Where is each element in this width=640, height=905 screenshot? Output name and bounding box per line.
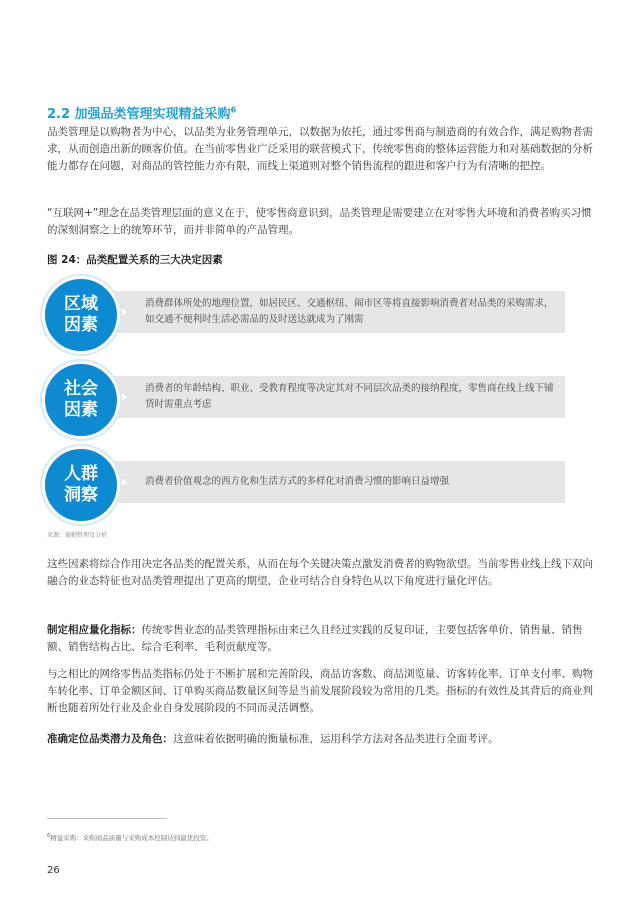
factor-label: 区域因素 <box>64 294 98 335</box>
factor-label: 社会因素 <box>64 379 98 420</box>
footnote <box>47 833 213 842</box>
paragraph-lead: 制定相应量化指标： <box>47 624 142 636</box>
footnote-mark: 6 <box>47 833 51 839</box>
paragraph-6 <box>47 731 595 748</box>
paragraph-2: “互联网+”理念在品类管理层面的意义在于，使零售商意识到，品类管理是需要建立在对零售大环境和消费者购买习惯的深刻洞察之上的统筹环节，而并非简单的产品管理。 <box>47 207 592 236</box>
page-number: 26 <box>47 865 60 876</box>
factor-description: 消费群体所处的地理位置，如居民区、交通枢纽、闹市区等将直接影响消费者对品类的采购需求，如交通不便利时生活必需品的及时送达就成为了刚需 <box>145 298 554 325</box>
footnote-ref[interactable]: 6 <box>230 105 237 115</box>
paragraph-1: 品类管理是以购物者为中心，以品类为业务管理单元，以数据为依托，通过零售商与制造商的有效合作，满足购物者需求，从而创造出新的顾客价值。在当前零售业广泛采用的联营模式下，传统零售商的整体运营能力和对基础数据的分析能力都存在问题，对商品的管控能力亦有限，而线上渠道则对整个销售流程的跟进和客户行为有清晰的把控。 <box>47 126 593 172</box>
section-heading <box>47 103 236 122</box>
paragraph-body: 传统零售业态的品类管理指标由来已久且经过实践的反复印证，主要包括客单价、销售量、销售额、销售结构占比、综合毛利率、毛利贡献度等。 <box>47 624 583 653</box>
paragraph-5: 与之相比的网络零售品类指标仍处于不断扩展和完善阶段，商品访客数、商品浏览量、访客转化率、订单支付率、购物车转化率、订单金额区间、订单购买商品数量区间等是当前发展阶段较为常用的几类。指标的有效性及其背后的商业判断也随着所处行业及企业自身发展阶段的不同而灵活调整。 <box>47 668 593 714</box>
paragraph-4 <box>47 622 595 656</box>
figure-title: 图 24：品类配置关系的三大决定因素 <box>47 254 223 266</box>
paragraph-3: 这些因素将综合作用决定各品类的配置关系，从而在每个关键决策点激发消费者的购物欲望。当前零售业线上线下双向融合的业态特征也对品类管理提出了更高的期望，企业可结合自身特色从以下角度进行量化评估。 <box>47 558 593 587</box>
factor-description: 消费者价值观念的西方化和生活方式的多样化对消费习惯的影响日益增强 <box>145 476 450 487</box>
factor-description: 消费者的年龄结构、职业、受教育程度等决定其对不同层次品类的接纳程度，零售商在线上线下铺货时需重点考虑 <box>145 383 554 410</box>
footnote-divider <box>47 818 167 819</box>
section-title: 2.2 加强品类管理实现精益采购 <box>47 107 231 122</box>
paragraph-lead: 准确定位品类潜力及角色： <box>47 733 173 745</box>
figure-source: 来源：德勤整理及分析 <box>47 532 108 539</box>
footnote-text: 精益采购：采购商品质量与采购成本控制达到最优投资。 <box>50 834 213 843</box>
factor-badge <box>42 276 120 354</box>
factor-label: 人群洞察 <box>64 464 98 505</box>
factor-badge <box>42 446 120 524</box>
factor-badge <box>42 361 120 439</box>
paragraph-body: 这意味着依据明确的衡量标准，运用科学方法对各品类进行全面考评。 <box>173 733 499 745</box>
